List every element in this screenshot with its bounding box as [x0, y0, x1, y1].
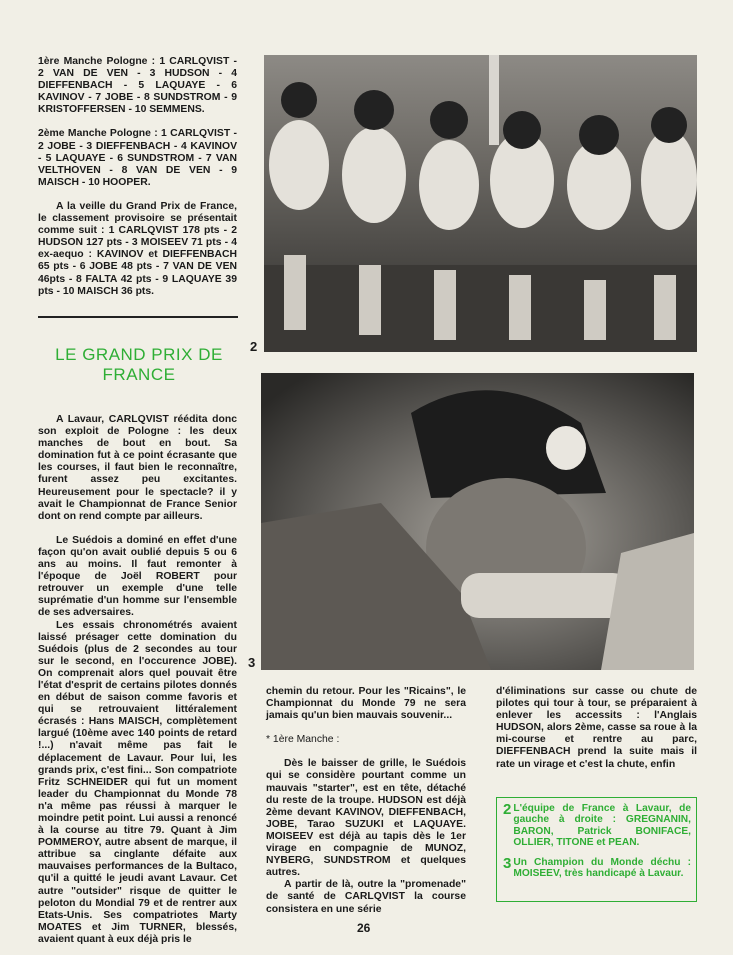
- caption-text: Un Champion du Monde déchu : MOISEEV, très handicapé à Lavaur.: [513, 856, 691, 880]
- caption-text: L'équipe de France à Lavaur, de gauche à droite : GREGNANIN, BARON, Patrick BONIFACE, OLLIER, TITONE et PEAN.: [513, 803, 691, 849]
- moiseev-photo-image: [261, 373, 694, 670]
- article-column-2: [266, 686, 466, 916]
- article-column-3: [496, 686, 697, 771]
- article-paragraph: chemin du retour. Pour les "Ricains", le Championnat du Monde 79 ne sera jamais qu'un bien mauvais souvenir...: [266, 686, 466, 722]
- article-paragraph: A Lavaur, CARLQVIST réédita donc son exploit de Pologne : les deux manches de bout en bout. Sa domination fut à ce point écrasante que les courses, il faut bien le reconnaître, furent assez peu excitantes. Heureusement pour le spectacle? il y avait le Championnat de France Senior dont on rend compte par ailleurs.: [38, 414, 237, 522]
- article-headline: LE GRAND PRIX DE FRANCE: [55, 345, 223, 384]
- team-photo-image: [264, 55, 697, 352]
- photo3-number: 3: [248, 655, 256, 670]
- race2-results: 2ème Manche Pologne : 1 CARLQVIST - 2 JOBE - 3 DIEFFENBACH - 4 KAVINOV - 5 LAQUAYE - 6 SUNDSTROM - 7 VAN VELTHOVEN - 8 VAN DE VEN - 9 MAISCH - 10 HOOPER.: [38, 128, 237, 188]
- article-paragraph: Le Suédois a dominé en effet d'une façon qu'on avait oublié depuis 5 ou 6 ans au moins. Il faut remonter à l'époque de Joël ROBERT pour retrouver un exemple d'une telle suprématie d'un homme sur l'ensemble de ses adversaires.: [38, 534, 237, 619]
- standings: A la veille du Grand Prix de France, le classement provisoire se présentait comme suit : 1 CARLQVIST 178 pts - 2 HUDSON 127 pts - 3 MOISEEV 71 pts - 4 ex-aequo : KAVINOV et DIEFFENBACH 65 pts - 6 JOBE 48 pts - 7 VAN DE VEN 46pts - 8 FALTA 42 pts - 9 LAQUAYE 39 pts - 10 MAISCH 36 pts.: [38, 200, 237, 297]
- photo-moiseev: [261, 373, 694, 670]
- article-paragraph: Dès le baisser de grille, le Suédois qui se considère pourtant comme un mauvais "starter", est en tête, détaché du reste de la troupe. HUDSON est déjà 2ème devant KAVINOV, DIEFFENBACH, JOBE, Tarao SUZUKI et LAQUAYE. MOISEEV est déjà au tapis dès le 1er virage en compagnie de MUNOZ, NYBERG, SUNDSTROM et quelques autres.: [266, 758, 466, 879]
- caption-number: 2: [503, 801, 512, 818]
- caption-item: [503, 854, 691, 880]
- article-column-1: [38, 414, 237, 946]
- article-subhead: * 1ère Manche :: [266, 734, 340, 746]
- article-paragraph: d'éliminations sur casse ou chute de pilotes qui tour à tour, se préparaient à enlever les accessits : l'Anglais HUDSON, alors 2ème, casse sa roue à la mi-course et rentre au parc, DIEFFENBACH prend la suite mais il rate un virage et c'est la chute, enfin: [496, 686, 697, 770]
- caption-item: [503, 803, 691, 849]
- photo-team-france: [264, 55, 697, 352]
- section-divider: [38, 316, 238, 318]
- article-paragraph: A partir de là, outre la "promenade" de santé de CARLQVIST la course consistera en une série: [266, 879, 466, 915]
- article-paragraph: Les essais chronométrés avaient laissé présager cette domination du Suédois (plus de 2 secondes au tour sur le second, en l'occurence JOBE). On comprenait alors quel pouvait être l'état d'esprit de certains pilotes donnés en début de saison comme favoris et qui se retrouvaient littéralement écrasés : Hans MAISCH, complètement largué (10ème avec 140 points de retard !...) n'avait même pas fait le déplacement de Lavaur. Pour lui, les grands prix, c'est fini... Son compatriote Fritz SCHNEIDER qui fut un moment leader du Championnat du Monde 78 n'a même pas réussi à marquer le moindre petit point. Lui aussi a renoncé à la course au titre 79. Quant à Jim POMMEROY, autre absent de marque, il attribue sa cinglante défaite aux mauvaises performances de la Bultaco, qu'il a quitté le jeudi avant Lavaur. Cet autre "outsider" risque de quitter le peloton du Mondial 79 et de rentrer aux Etats-Unis. Ses compatriotes Marty MOATES et Jim TURNER, blessés, avaient quant à eux déjà pris le: [38, 619, 237, 945]
- caption-number: 3: [503, 854, 512, 872]
- race1-results: 1ère Manche Pologne : 1 CARLQVIST - 2 VAN DE VEN - 3 HUDSON - 4 DIEFFENBACH - 5 LAQUAYE - 6 KAVINOV - 7 JOBE - 8 SUNDSTROM - 9 KRISTOFFERSEN - 10 SEMMENS.: [38, 56, 237, 116]
- results-column: [38, 56, 237, 310]
- page-number: 26: [357, 921, 371, 935]
- photo2-number: 2: [250, 339, 258, 354]
- photo-captions-box: [496, 797, 697, 902]
